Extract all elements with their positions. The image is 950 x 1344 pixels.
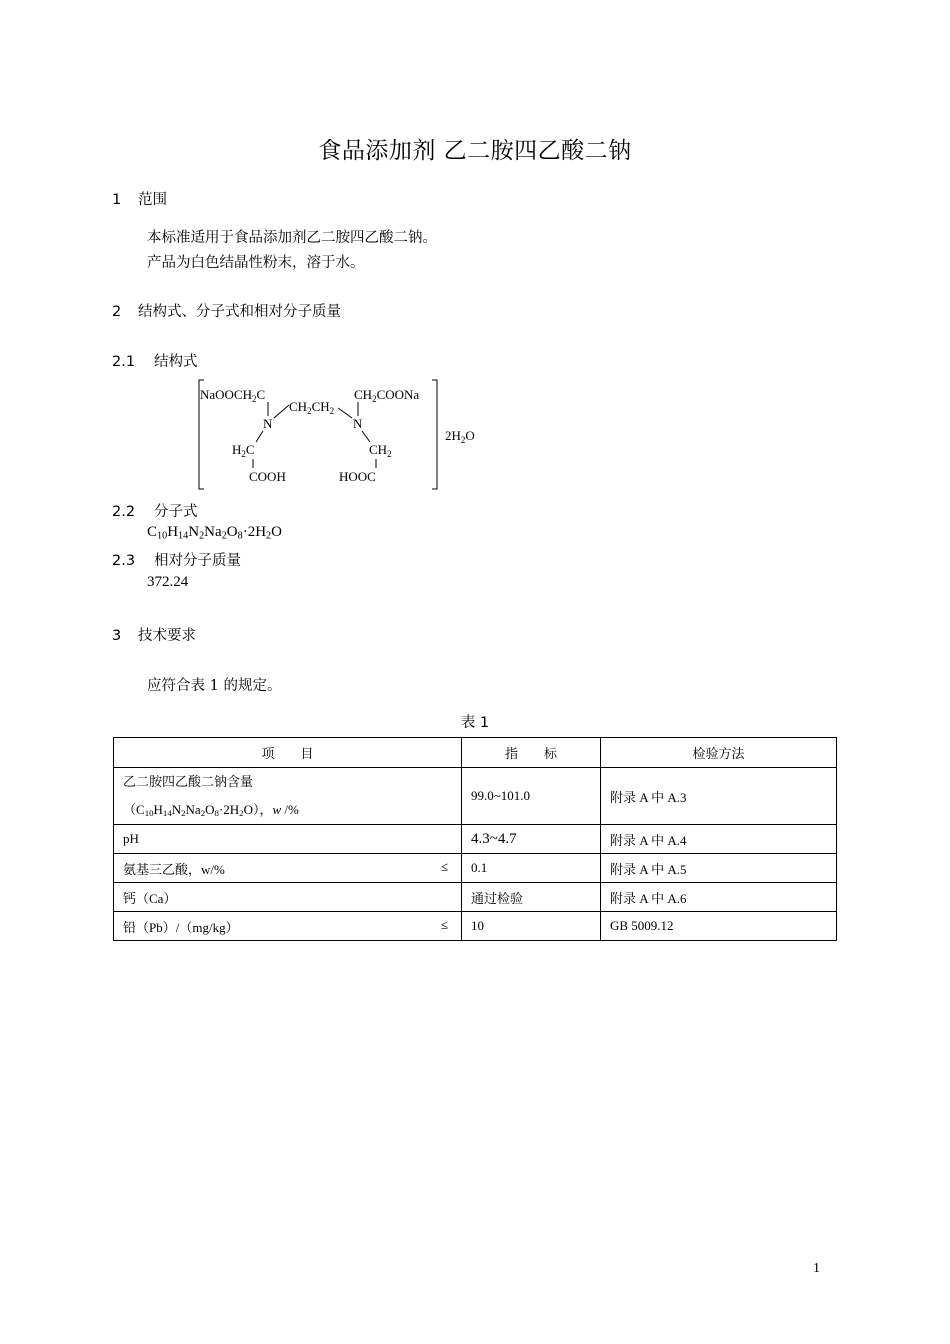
bond-line bbox=[274, 405, 289, 418]
left-top-group: NaOOCH$_2$C bbox=[200, 387, 266, 404]
table-cell-value: 0.1 bbox=[462, 854, 601, 883]
table-cell-item: 铅（Pb）/（mg/kg） ≤ bbox=[114, 912, 462, 941]
section-title: 相对分子质量 bbox=[154, 553, 241, 569]
molecular-formula: $C_{10}H_{14}N_2Na_2O_8\cdot 2H_2O$ bbox=[147, 524, 282, 542]
bond-line bbox=[338, 408, 352, 418]
bridge-group: $CH_2CH_2$ bbox=[289, 399, 335, 416]
requirement-paragraph: 应符合表 1 的规定。 bbox=[147, 678, 282, 694]
table-header-row bbox=[114, 738, 837, 768]
table-cell-method: 附录 A 中 A.6 bbox=[601, 883, 837, 912]
table-cell-method: GB 5009.12 bbox=[601, 912, 837, 941]
section-2-1-heading bbox=[112, 350, 198, 371]
molecular-weight: 372.24 bbox=[147, 574, 189, 590]
section-title: 分子式 bbox=[154, 504, 198, 520]
header-item: 项 目 bbox=[114, 738, 462, 768]
specification-table bbox=[113, 737, 837, 941]
table-cell-value: 99.0~101.0 bbox=[462, 768, 601, 825]
less-equal-sign: ≤ bbox=[440, 858, 448, 874]
page-number: 1 bbox=[813, 1261, 820, 1276]
section-number: 3 bbox=[112, 628, 122, 644]
section-number: 1 bbox=[112, 192, 122, 208]
right-top-group: $CH_2COONa$ bbox=[354, 387, 420, 404]
document-title: 食品添加剂 乙二胺四乙酸二钠 bbox=[318, 138, 632, 164]
nitrogen-left: N bbox=[263, 416, 273, 431]
section-title: 范围 bbox=[138, 192, 167, 208]
header-value: 指 标 bbox=[462, 738, 601, 768]
section-2-3-heading bbox=[112, 549, 241, 570]
hydrate-label: $2H_2O$ bbox=[445, 428, 475, 445]
header-method: 检验方法 bbox=[601, 738, 837, 768]
section-number: 2.1 bbox=[112, 354, 136, 370]
bond-line bbox=[362, 431, 370, 442]
section-number: 2.2 bbox=[112, 504, 136, 520]
table-cell-value: 4.3~4.7 bbox=[462, 825, 601, 854]
table-cell-item: 乙二胺四乙酸二钠含量 $(C_{10}H_{14}N_2Na_2O_8\cdot 2H_2O)$，w /% bbox=[114, 768, 462, 825]
table-cell-method: 附录 A 中 A.4 bbox=[601, 825, 837, 854]
table-row bbox=[114, 854, 837, 883]
table-row bbox=[114, 768, 837, 825]
section-title: 结构式、分子式和相对分子质量 bbox=[138, 304, 341, 320]
table-cell-value: 10 bbox=[462, 912, 601, 941]
table-cell-value: 通过检验 bbox=[462, 883, 601, 912]
right-mid-group: $CH_2$ bbox=[369, 442, 392, 459]
section-number: 2 bbox=[112, 304, 122, 320]
less-equal-sign: ≤ bbox=[440, 916, 448, 932]
section-2-2-heading bbox=[112, 500, 198, 521]
table-cell-method: 附录 A 中 A.5 bbox=[601, 854, 837, 883]
section-title: 结构式 bbox=[154, 354, 198, 370]
table-cell-item: pH bbox=[114, 825, 462, 854]
section-1-heading bbox=[112, 188, 167, 209]
right-bottom-group: HOOC bbox=[339, 469, 376, 484]
right-bracket bbox=[432, 380, 437, 489]
section-title: 技术要求 bbox=[138, 628, 196, 644]
table-cell-item: 钙（Ca） bbox=[114, 883, 462, 912]
scope-paragraph-2: 产品为白色结晶性粉末，溶于水。 bbox=[147, 255, 365, 271]
scope-paragraph-1: 本标准适用于食品添加剂乙二胺四乙酸二钠。 bbox=[147, 230, 437, 246]
table-cell-item: 氨基三乙酸，w/% ≤ bbox=[114, 854, 462, 883]
table-row bbox=[114, 825, 837, 854]
table-row bbox=[114, 883, 837, 912]
bond-line bbox=[256, 431, 263, 442]
structural-formula bbox=[196, 378, 496, 492]
section-2-heading bbox=[112, 300, 341, 321]
nitrogen-right: N bbox=[353, 416, 363, 431]
table-row bbox=[114, 912, 837, 941]
left-bottom-group: COOH bbox=[249, 469, 286, 484]
section-number: 2.3 bbox=[112, 553, 136, 569]
left-mid-group: $H_2C$ bbox=[232, 442, 255, 459]
section-3-heading bbox=[112, 624, 196, 645]
table-caption: 表 1 bbox=[460, 715, 490, 731]
table-cell-method: 附录 A 中 A.3 bbox=[601, 768, 837, 825]
